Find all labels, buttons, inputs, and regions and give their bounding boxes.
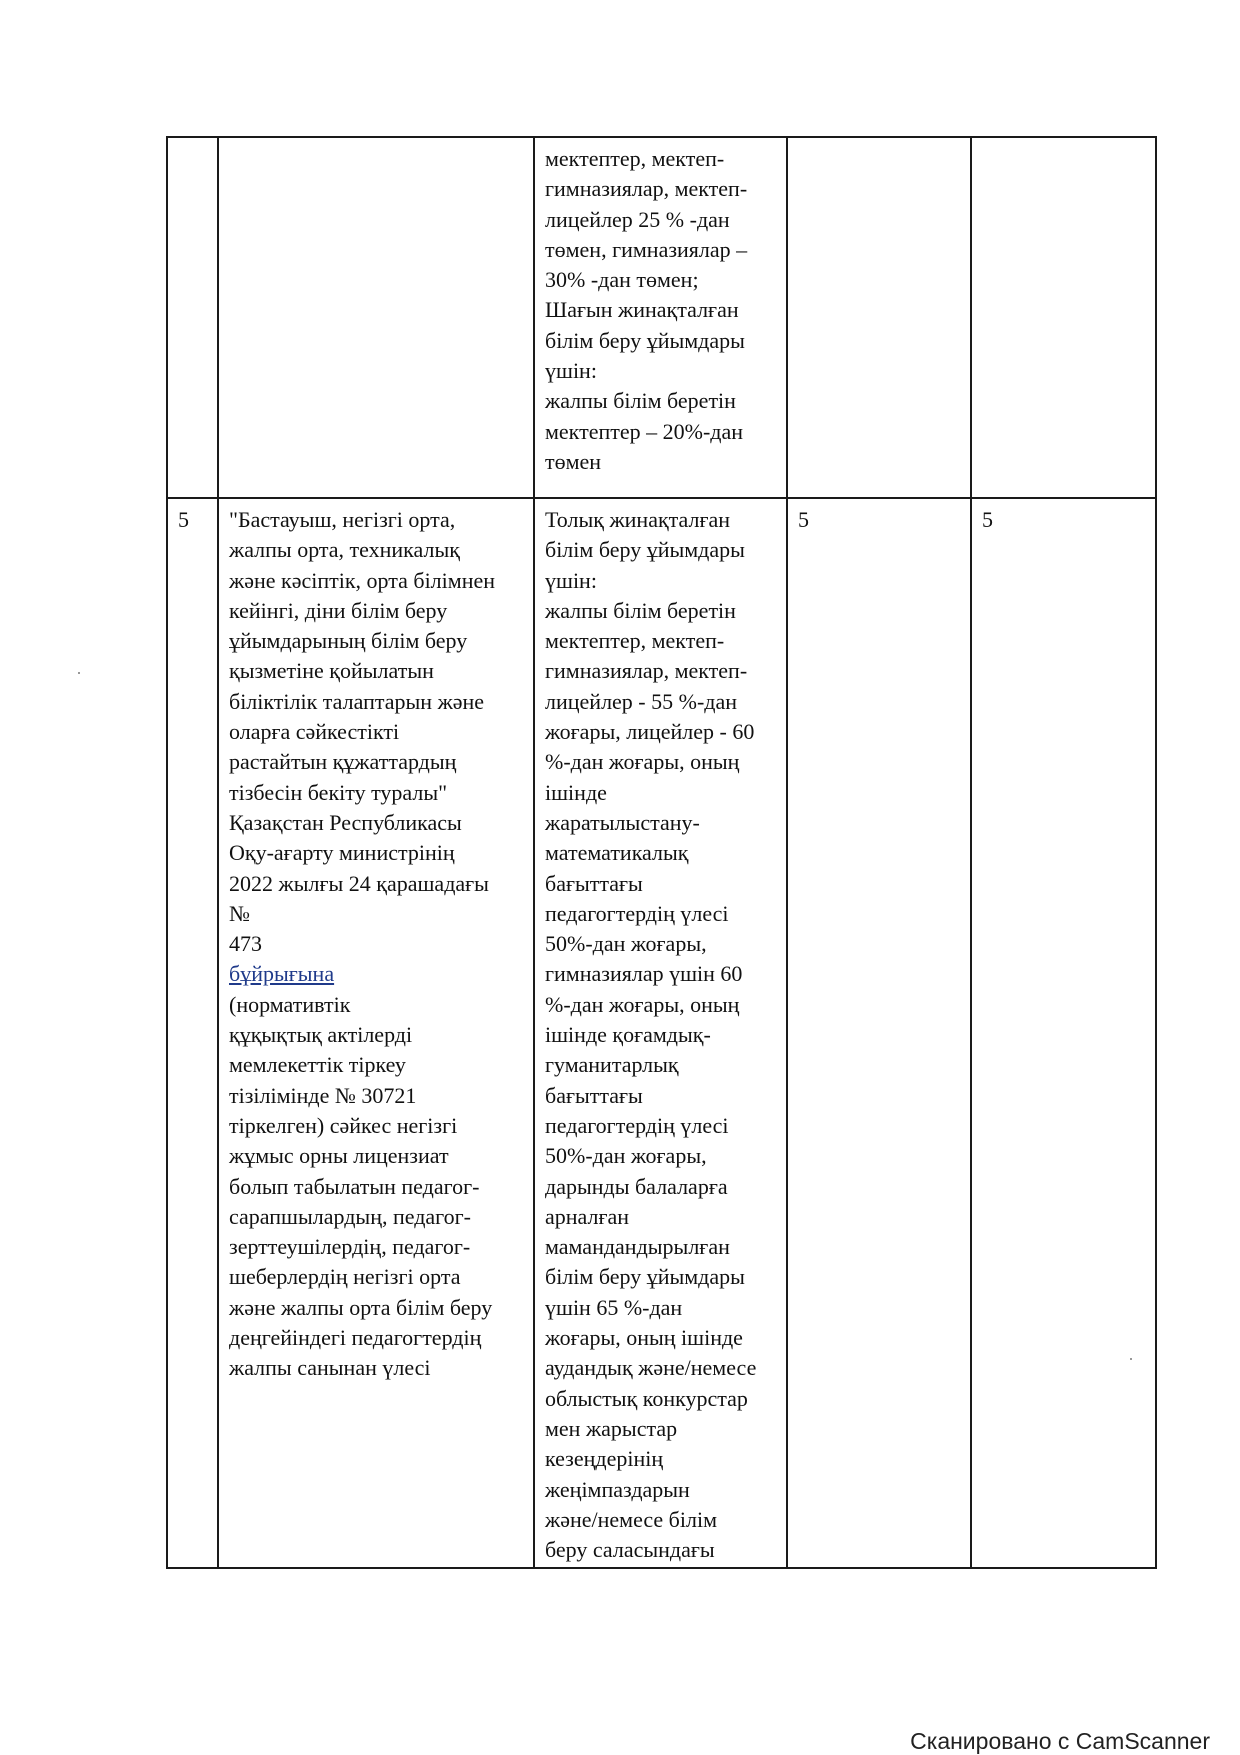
text-line: лицейлер - 55 %-дан (545, 688, 738, 714)
text-line: жалпы орта, техникалық (229, 537, 460, 563)
text-line: қызметіне қойылатын (229, 658, 434, 684)
description-cell (218, 137, 534, 498)
text-line: гимназиялар үшін 60 (545, 961, 743, 987)
text-line: 50%-дан жоғары, (545, 931, 707, 957)
text-line: және кәсіптік, орта білімнен (229, 567, 496, 593)
scanner-watermark: Сканировано с CamScanner (910, 1728, 1210, 1754)
text-line: жеңімпаздарын (545, 1476, 690, 1502)
text-line: лицейлер 25 % -дан (545, 206, 730, 232)
criteria-cell (534, 137, 787, 498)
text-line: "Бастауыш, негізгі орта, (229, 507, 456, 532)
text-line: 2022 жылғы 24 қарашадағы (229, 870, 489, 896)
text-line: болып табылатын педагог- (229, 1173, 480, 1199)
text-line: және жалпы орта білім беру (229, 1294, 493, 1320)
text-line: үшін: (545, 567, 597, 593)
text-line: 30% -дан төмен; (545, 267, 699, 293)
text-line: мектептер – 20%-дан (545, 418, 743, 444)
text-line: жаратылыстану- (545, 809, 700, 835)
text-line: білім беру ұйымдары (545, 327, 745, 353)
text-line: педагогтердің үлесі (545, 900, 729, 926)
text-line: үшін 65 %-дан (545, 1294, 683, 1320)
text-line: білім беру ұйымдары (545, 1264, 745, 1290)
text-line: Қазақстан Республикасы (229, 809, 462, 835)
text-line: гимназиялар, мектеп- (545, 658, 748, 684)
text-line: Оқу-ағарту министрінің (229, 840, 455, 866)
max-score-value: 5 (798, 507, 809, 532)
text-line: %-дан жоғары, оның (545, 749, 740, 775)
text-line: гимназиялар, мектеп- (545, 176, 748, 202)
text-line: растайтын құжаттардың (229, 749, 457, 775)
criteria-cell (534, 498, 787, 1568)
text-line: Шағын жинақталған (545, 297, 739, 323)
text-line: ішінде қоғамдық- (545, 1022, 711, 1048)
text-line: тіркелген) сәйкес негізгі (229, 1112, 458, 1138)
text-line: бағыттағы (545, 870, 643, 896)
text-line: мен жарыстар (545, 1415, 678, 1441)
scan-speck (78, 672, 80, 674)
table-row (167, 498, 1156, 1568)
score-value: 5 (982, 507, 993, 532)
text-line: мемлекеттік тіркеу (229, 1052, 406, 1078)
text-line: жұмыс орны лицензиат (229, 1143, 449, 1169)
order-reference-line: 473 бұйрығына (нормативтік (229, 929, 523, 1020)
text-line: арналған (545, 1203, 630, 1229)
text-line: білім беру ұйымдары (545, 537, 745, 563)
order-link[interactable]: бұйрығына (229, 961, 335, 987)
text-line: тізілімінде № 30721 (229, 1082, 417, 1108)
max-score-cell (787, 498, 971, 1568)
text-line: Толық жинақталған (545, 507, 731, 532)
text-line: № (229, 900, 250, 926)
text-line: біліктілік талаптарын және (229, 688, 485, 714)
max-score-cell (787, 137, 971, 498)
text-line: ішінде (545, 779, 607, 805)
text-line: облыстық конкурстар (545, 1385, 748, 1411)
scan-speck (1130, 1358, 1132, 1360)
text-line: аудандық және/немесе (545, 1355, 757, 1381)
text-line: оларға сәйкестікті (229, 719, 400, 745)
text-line: шеберлердің негізгі орта (229, 1264, 461, 1290)
text-line: ұйымдарының білім беру (229, 628, 468, 654)
text-line: дарынды балаларға (545, 1173, 728, 1199)
text-line: жалпы білім беретін (545, 597, 736, 623)
row-number-cell (167, 498, 218, 1568)
score-cell (971, 137, 1156, 498)
text-line: жоғары, оның ішінде (545, 1325, 743, 1351)
score-cell (971, 498, 1156, 1568)
text-line: педагогтердің үлесі (545, 1112, 729, 1138)
row-number: 5 (178, 507, 189, 532)
text-line: жалпы білім беретін (545, 388, 736, 414)
text-line: кейінгі, діни білім беру (229, 597, 448, 623)
text-line: төмен (545, 448, 602, 474)
text-line: төмен, гимназиялар – (545, 236, 748, 262)
text-line: 50%-дан жоғары, (545, 1143, 707, 1169)
row-number-cell (167, 137, 218, 498)
text-line: зерттеушілердің, педагог- (229, 1234, 471, 1260)
table-row (167, 137, 1156, 498)
text-line: тізбесін бекіту туралы" (229, 779, 448, 805)
description-cell (218, 498, 534, 1568)
indicator-table (166, 136, 1157, 1569)
text-line: беру саласындағы (545, 1537, 715, 1563)
text-line: %-дан жоғары, оның (545, 991, 740, 1017)
text-line: мамандандырылған (545, 1234, 730, 1260)
text-line: сарапшылардың, педагог- (229, 1203, 471, 1229)
text-line: жалпы санынан үлесі (229, 1355, 431, 1381)
text-line: гуманитарлық (545, 1052, 679, 1078)
text-line: мектептер, мектеп- (545, 628, 725, 654)
text-line: үшін: (545, 358, 597, 384)
text-line: және/немесе білім (545, 1506, 718, 1532)
text-line: бағыттағы (545, 1082, 643, 1108)
text-line: мектептер, мектеп- (545, 146, 725, 171)
text-line: деңгейіндегі педагогтердің (229, 1325, 482, 1351)
text-line: математикалық (545, 840, 689, 866)
text-line: кезеңдерінің (545, 1446, 664, 1472)
text-line: құқықтық актілерді (229, 1022, 413, 1048)
text-line: жоғары, лицейлер - 60 (545, 719, 755, 745)
